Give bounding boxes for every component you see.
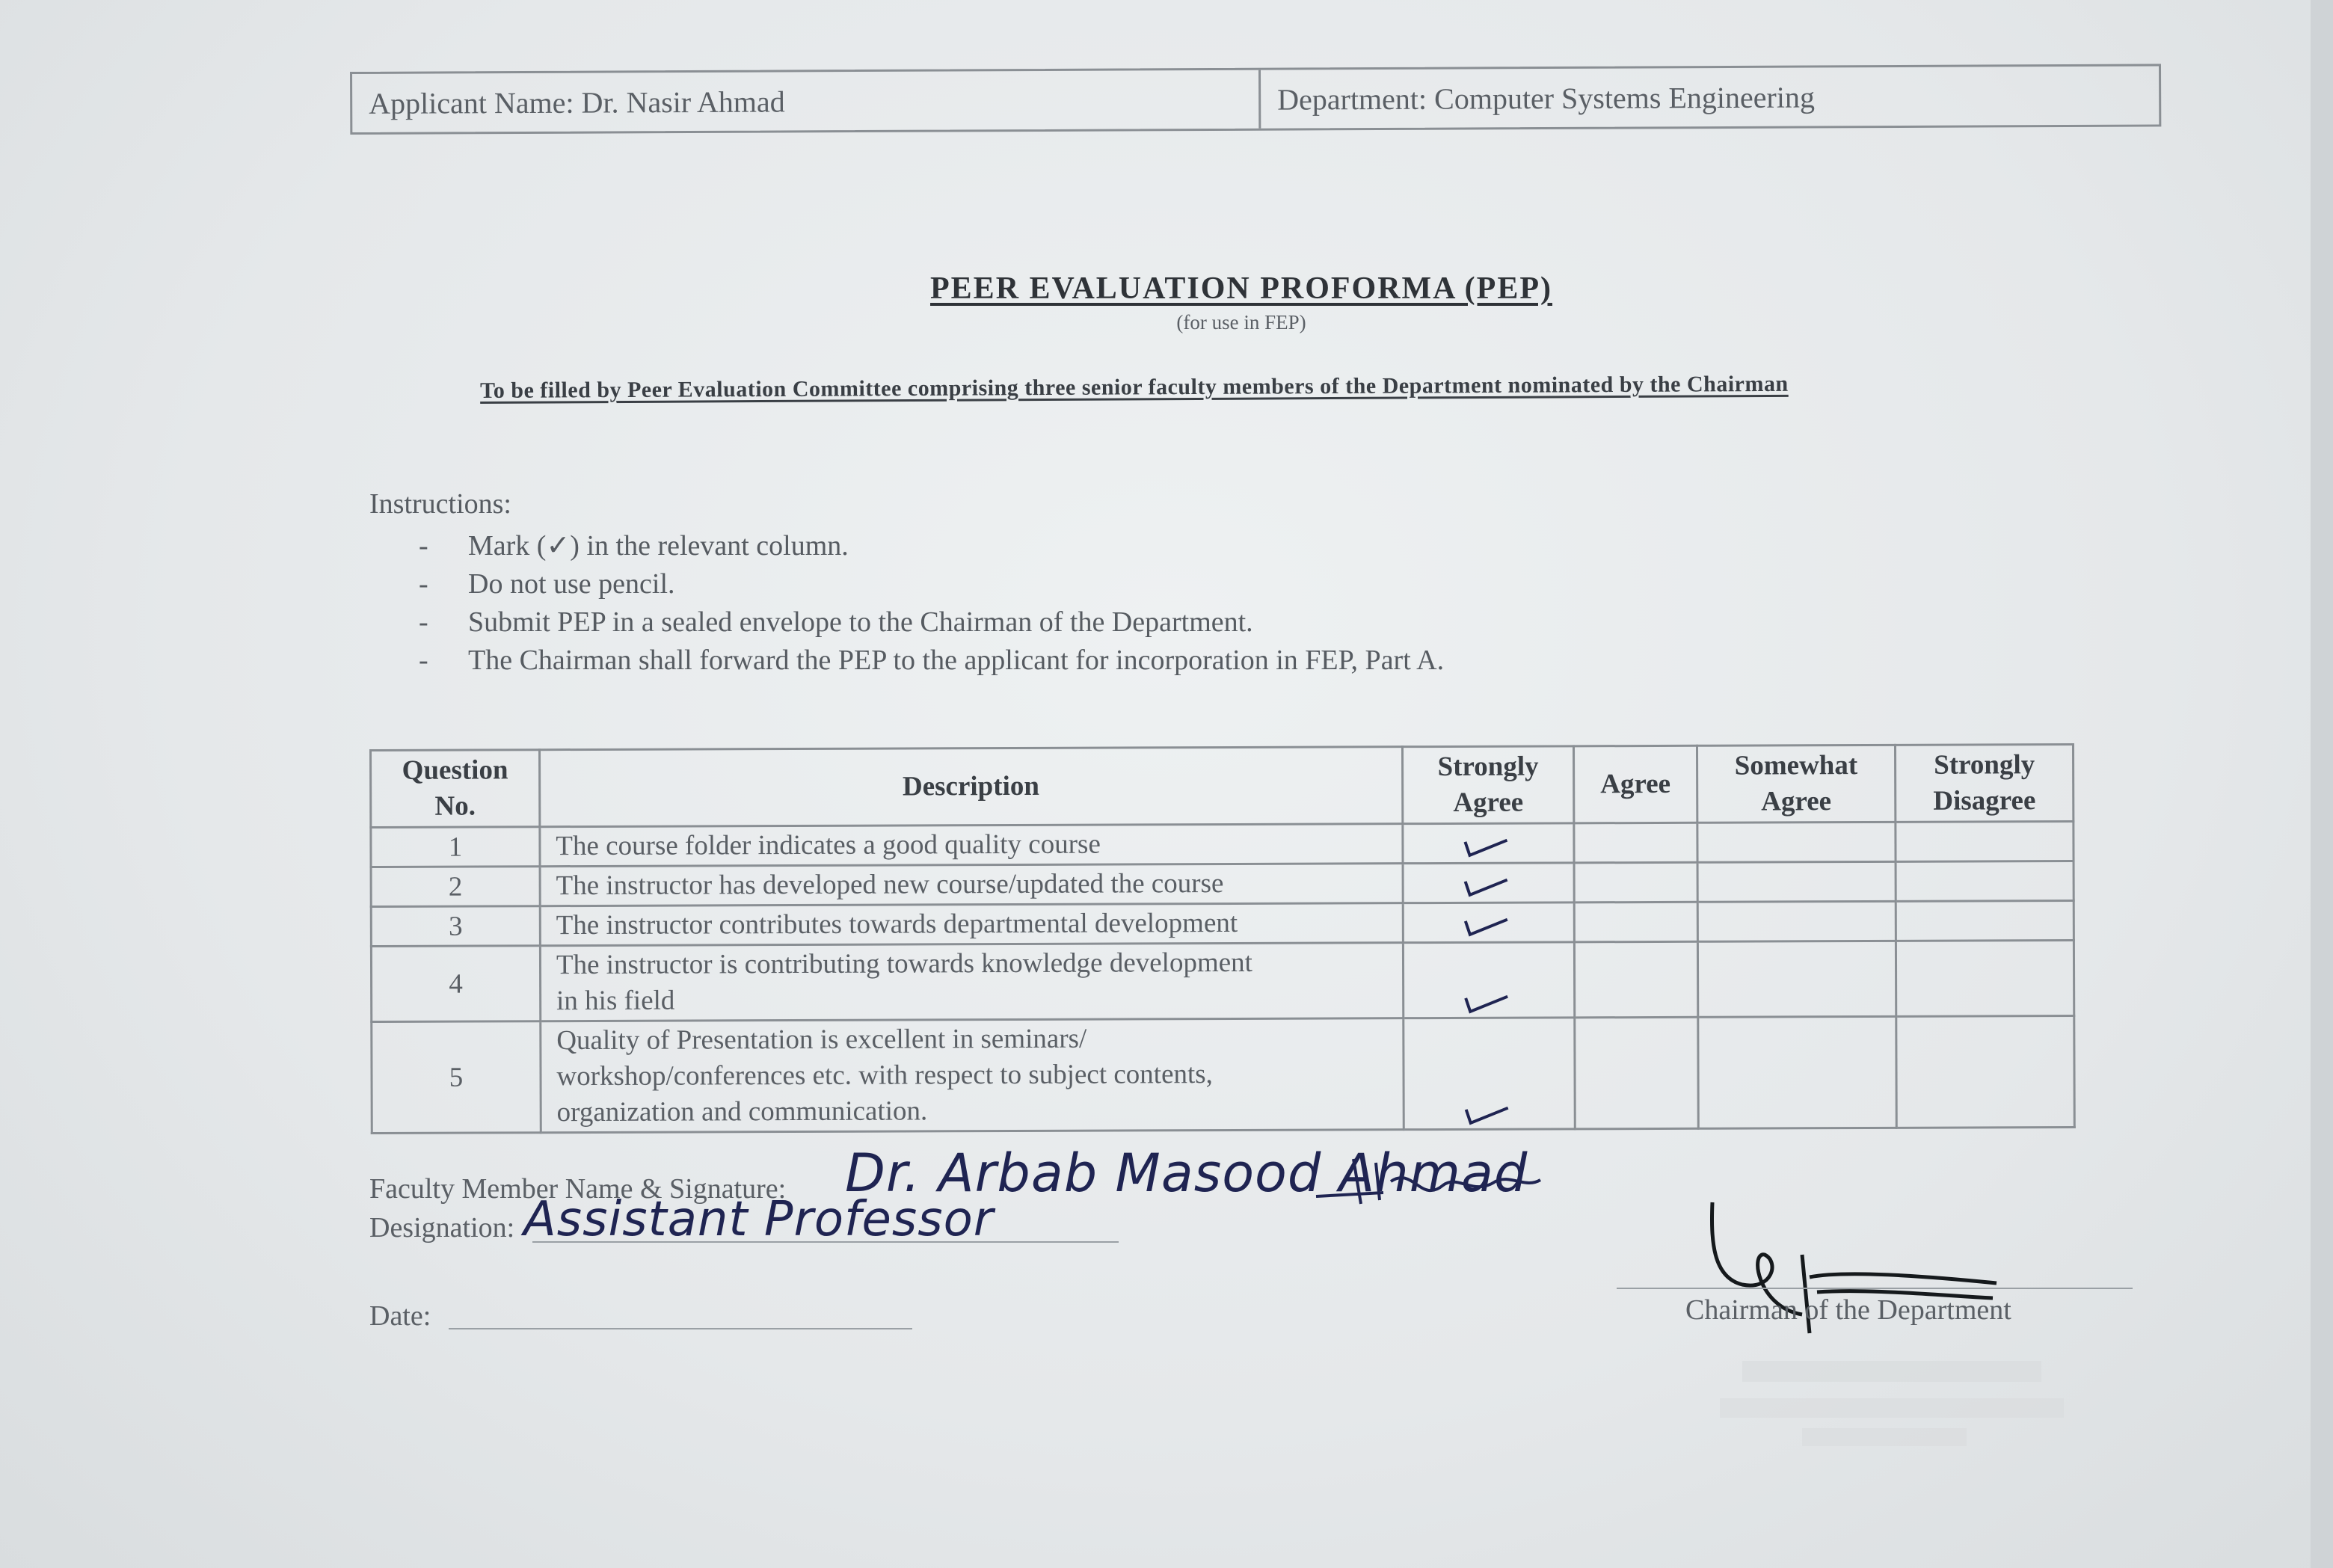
header-description: Description bbox=[539, 747, 1402, 827]
applicant-name: Applicant Name: Dr. Nasir Ahmad bbox=[352, 70, 1261, 132]
question-description bbox=[540, 864, 1403, 906]
header-strongly-disagree bbox=[1896, 745, 2074, 823]
evaluation-table bbox=[369, 743, 2076, 1134]
checkmark-icon bbox=[1462, 913, 1510, 935]
rating-cell-strongly-disagree[interactable] bbox=[1896, 822, 2074, 862]
instruction-item bbox=[369, 526, 1444, 565]
checkmark-icon bbox=[1463, 990, 1510, 1012]
instruction-item bbox=[369, 603, 1444, 641]
rating-cell-strongly-disagree[interactable] bbox=[1896, 1016, 2074, 1128]
question-number: 3 bbox=[371, 906, 540, 947]
description-line: in his field bbox=[556, 985, 675, 1017]
header-text: Somewhat bbox=[1734, 750, 1858, 781]
header-question-no bbox=[371, 750, 540, 828]
description-line: organization and communication. bbox=[556, 1095, 928, 1128]
table-header-row bbox=[371, 745, 2074, 828]
question-number: 5 bbox=[372, 1021, 541, 1134]
faculty-name-handwritten: Dr. Arbab Masood Ahmad bbox=[845, 1143, 1528, 1204]
rating-cell-somewhat-agree[interactable] bbox=[1697, 861, 1896, 902]
applicant-header bbox=[350, 64, 2161, 135]
instruction-text: The Chairman shall forward the PEP to the applicant for incorporation in FEP, Part A. bbox=[468, 644, 1445, 676]
instruction-text: Submit PEP in a sealed envelope to the Chairman of the Department. bbox=[468, 606, 1253, 638]
rating-cell-somewhat-agree[interactable] bbox=[1697, 901, 1896, 941]
date-label: Date: bbox=[369, 1300, 431, 1332]
designation-handwritten: Assistant Professor bbox=[523, 1192, 995, 1247]
rating-cell-strongly-agree[interactable] bbox=[1403, 863, 1575, 903]
faculty-signature-icon bbox=[1309, 1152, 1548, 1211]
form-title: PEER EVALUATION PROFORMA (PEP) bbox=[930, 271, 1552, 306]
table-row bbox=[371, 941, 2074, 1022]
department-name: Department: Computer Systems Engineering bbox=[1277, 79, 1816, 117]
instruction-dash: - bbox=[419, 644, 428, 676]
instruction-text: Mark (✓) in the relevant column. bbox=[468, 530, 849, 562]
question-number: 1 bbox=[371, 827, 540, 867]
rating-cell-strongly-disagree[interactable] bbox=[1896, 901, 2074, 941]
description-line: The instructor has developed new course/updated the course bbox=[556, 868, 1224, 902]
question-number: 4 bbox=[371, 946, 540, 1022]
designation-underline bbox=[532, 1241, 1119, 1243]
description-line: The instructor is contributing towards knowledge development bbox=[556, 947, 1252, 981]
instructions bbox=[369, 488, 1444, 679]
instruction-dash: - bbox=[419, 606, 428, 638]
description-line: Quality of Presentation is excellent in seminars/ bbox=[556, 1023, 1087, 1057]
instruction-dash: - bbox=[419, 568, 428, 600]
designation-label: Designation: bbox=[369, 1212, 515, 1243]
header-strongly-agree bbox=[1402, 746, 1574, 824]
header-text: Agree bbox=[1761, 786, 1832, 817]
faculty-label: Faculty Member Name & Signature: bbox=[369, 1173, 787, 1205]
rating-cell-strongly-disagree[interactable] bbox=[1896, 941, 2074, 1017]
rating-cell-somewhat-agree[interactable] bbox=[1697, 822, 1896, 862]
rating-cell-somewhat-agree[interactable] bbox=[1697, 1016, 1896, 1128]
header-text: Strongly bbox=[1934, 749, 2035, 781]
rating-cell-agree[interactable] bbox=[1574, 862, 1697, 903]
question-number: 2 bbox=[371, 867, 540, 907]
question-description bbox=[540, 903, 1403, 946]
description-line: workshop/conferences etc. with respect to subject contents, bbox=[556, 1059, 1213, 1092]
rating-cell-agree[interactable] bbox=[1575, 902, 1697, 942]
header-text: Agree bbox=[1453, 787, 1524, 818]
question-description bbox=[540, 824, 1403, 867]
question-description bbox=[541, 1018, 1404, 1133]
checkmark-icon bbox=[1463, 1101, 1510, 1124]
rating-cell-strongly-agree[interactable] bbox=[1402, 823, 1574, 864]
form-subtitle: (for use in FEP) bbox=[1176, 311, 1306, 333]
header-text: No. bbox=[434, 790, 476, 822]
checkmark-icon bbox=[1462, 873, 1510, 896]
instruction-text: Do not use pencil. bbox=[468, 568, 675, 600]
chairman-underline bbox=[1617, 1288, 2133, 1289]
table-row bbox=[372, 1016, 2075, 1134]
faded-stamp-icon bbox=[1712, 1346, 2071, 1466]
instruction-item bbox=[369, 641, 1444, 679]
description-line: The instructor contributes towards departmental development bbox=[556, 907, 1238, 941]
rating-cell-strongly-disagree[interactable] bbox=[1896, 861, 2074, 902]
table-row bbox=[371, 822, 2074, 867]
instruction-item bbox=[369, 565, 1444, 603]
rating-cell-strongly-agree[interactable] bbox=[1403, 903, 1575, 943]
rating-cell-strongly-agree[interactable] bbox=[1403, 1018, 1575, 1130]
table-body bbox=[371, 822, 2074, 1134]
chairman-label: Chairman of the Department bbox=[1685, 1294, 2011, 1326]
header-text: Disagree bbox=[1933, 785, 2036, 817]
rating-cell-somewhat-agree[interactable] bbox=[1697, 941, 1896, 1017]
header-somewhat-agree bbox=[1697, 745, 1896, 823]
header-text: Strongly bbox=[1437, 751, 1539, 783]
paper-edge bbox=[2311, 0, 2333, 1568]
date-underline bbox=[449, 1328, 912, 1329]
fill-note: To be filled by Peer Evaluation Committee comprising three senior faculty members of the Department nominated by the Chairman bbox=[480, 371, 1789, 403]
rating-cell-agree[interactable] bbox=[1575, 1017, 1698, 1129]
checkmark-icon bbox=[1462, 834, 1510, 856]
table-row bbox=[371, 861, 2074, 907]
description-line: The course folder indicates a good quality course bbox=[556, 828, 1101, 862]
question-description bbox=[540, 943, 1403, 1021]
rating-cell-agree[interactable] bbox=[1575, 941, 1697, 1018]
rating-cell-strongly-agree[interactable] bbox=[1403, 942, 1575, 1018]
instruction-dash: - bbox=[419, 529, 428, 562]
table-row bbox=[371, 901, 2074, 947]
header-agree: Agree bbox=[1574, 745, 1697, 823]
rating-cell-agree[interactable] bbox=[1574, 823, 1697, 863]
header-text: Question bbox=[402, 754, 508, 786]
instructions-heading: Instructions: bbox=[369, 488, 511, 520]
